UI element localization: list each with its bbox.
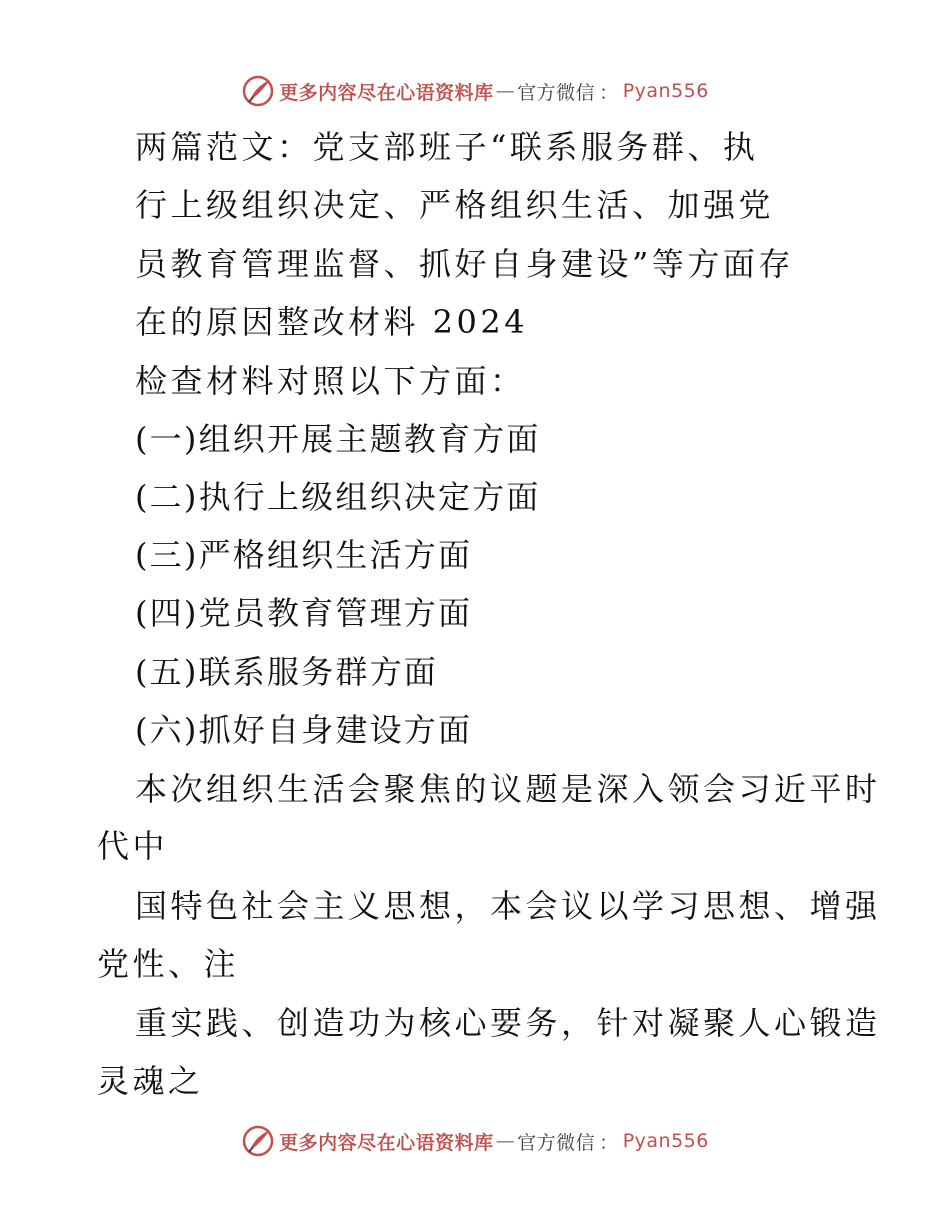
title-line: 在的原因整改材料 2024 xyxy=(135,303,529,341)
watermark-wechat-id: Pyan556 xyxy=(622,80,709,102)
watermark-wechat-label: 官方微信 xyxy=(517,81,596,104)
body-line: 代中 xyxy=(97,827,169,865)
watermark-separator: ： xyxy=(599,81,619,104)
body-line: 党性、注 xyxy=(97,945,240,983)
watermark-separator: ： xyxy=(599,1131,619,1154)
body-line: 灵魂之 xyxy=(97,1062,204,1100)
watermark-dash: — xyxy=(495,1130,516,1152)
body-line: 国特色社会主义思想，本会议以学习思想、增强 xyxy=(135,887,881,925)
list-item: (六)抓好自身建设方面 xyxy=(135,711,473,749)
title-line: 两篇范文：党支部班子“联系服务群、执 xyxy=(135,128,759,166)
watermark-site-name: 更多内容尽在心语资料库 xyxy=(279,81,494,104)
list-item: (四)党员教育管理方面 xyxy=(135,594,473,632)
quill-logo-icon xyxy=(241,1124,275,1158)
body-line: 本次组织生活会聚焦的议题是深入领会习近平时 xyxy=(135,770,881,808)
list-item: (一)组织开展主题教育方面 xyxy=(135,420,541,458)
intro-text: 检查材料对照以下方面： xyxy=(135,362,526,400)
watermark-dash: — xyxy=(495,80,516,102)
watermark-wechat-label: 官方微信 xyxy=(517,1131,596,1154)
watermark-wechat-id: Pyan556 xyxy=(622,1130,709,1152)
quill-logo-icon xyxy=(241,74,275,108)
list-item: (三)严格组织生活方面 xyxy=(135,536,473,574)
list-item: (五)联系服务群方面 xyxy=(135,653,438,691)
title-line: 员教育管理监督、抓好自身建设”等方面存 xyxy=(135,245,794,283)
list-item: (二)执行上级组织决定方面 xyxy=(135,478,541,516)
title-line: 行上级组织决定、严格组织生活、加强党 xyxy=(135,186,775,224)
header-watermark xyxy=(0,71,950,111)
body-line: 重实践、创造功为核心要务，针对凝聚人心锻造 xyxy=(135,1004,881,1042)
watermark-site-name: 更多内容尽在心语资料库 xyxy=(279,1131,494,1154)
footer-watermark xyxy=(0,1121,950,1161)
